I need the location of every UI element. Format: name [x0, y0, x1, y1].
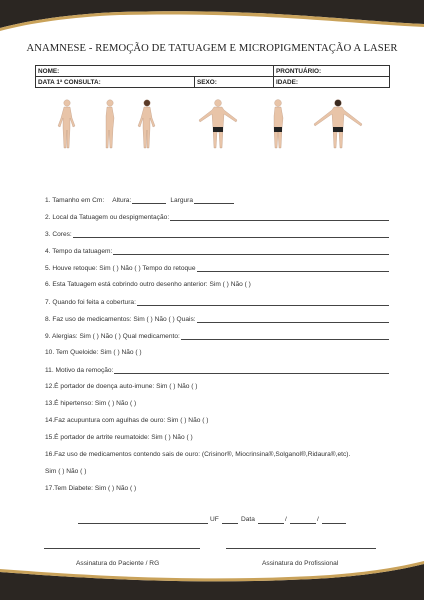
- question-5: [45, 264, 389, 272]
- date-separator-1: /: [285, 516, 287, 523]
- question-4-label: 4. Tempo da tatuagem:: [45, 248, 113, 255]
- professional-signature-line[interactable]: [226, 548, 376, 549]
- question-12-label: 12.É portador de doença auto-imune: Sim ( ) Não ( ): [45, 383, 198, 390]
- professional-signature-label: Assinatura do Profissional: [262, 560, 339, 567]
- question-16-label: 16.Faz uso de medicamentos contendo sais de ouro: (Crisinor®, Miocrinsina®,Solganol®,Ridaura®,etc).: [45, 451, 351, 458]
- allergy-medication-input[interactable]: [181, 332, 389, 340]
- question-8: [45, 315, 389, 323]
- question-15-label: 15.É portador de artrite reumatoide: Sim ( ) Não ( ): [45, 434, 193, 441]
- height-input[interactable]: [132, 196, 166, 204]
- uf-input[interactable]: [222, 523, 238, 524]
- question-7-label: 7. Quando foi feita a cobertura:: [45, 299, 136, 306]
- body-diagram: [40, 98, 380, 150]
- patient-signature-label: Assinatura do Paciente / RG: [76, 560, 160, 567]
- name-field[interactable]: [36, 66, 274, 77]
- date-month-input[interactable]: [290, 523, 316, 524]
- removal-reason-input[interactable]: [114, 366, 389, 374]
- age-field[interactable]: [274, 77, 390, 88]
- question-15: [45, 434, 193, 441]
- question-13-label: 13.É hipertenso: Sim ( ) Não ( ): [45, 400, 137, 407]
- question-1-width-label: Largura: [170, 197, 194, 204]
- question-2-label: 2. Local da Tatuagem ou despigmentação:: [45, 214, 170, 221]
- question-10-label: 10. Tem Queloide: Sim ( ) Não ( ): [45, 349, 142, 356]
- question-14: [45, 417, 208, 424]
- sex-label: SEXO:: [197, 78, 217, 86]
- question-8-label: 8. Faz uso de medicamentos: Sim ( ) Não ( ) Quais:: [45, 316, 196, 323]
- signature-place-line[interactable]: [78, 523, 208, 524]
- question-6: [45, 281, 251, 288]
- male-front-figure: [199, 100, 237, 148]
- female-back-figure: [138, 100, 155, 148]
- date-separator-2: /: [317, 516, 319, 523]
- uf-label: UF: [210, 516, 219, 523]
- question-16-options: Sim ( ) Não ( ): [45, 468, 87, 475]
- question-9: [45, 332, 389, 340]
- female-front-figure: [58, 100, 75, 148]
- tattoo-age-input[interactable]: [113, 247, 389, 255]
- tattoo-location-input[interactable]: [170, 213, 389, 221]
- question-4: [45, 247, 389, 255]
- patient-header-table: [35, 65, 390, 88]
- question-16-answer: [45, 468, 86, 475]
- question-16: [45, 451, 350, 458]
- date-field[interactable]: [36, 77, 195, 88]
- question-2: [45, 213, 389, 221]
- question-9-label: 9. Alergias: Sim ( ) Não ( ) Qual medicamento:: [45, 333, 180, 340]
- question-11-label: 11. Motivo da remoção:: [45, 367, 114, 374]
- question-17-label: 17.Tem Diabete: Sim ( ) Não ( ): [45, 485, 137, 492]
- female-side-figure: [106, 100, 114, 148]
- question-11: [45, 366, 389, 374]
- sex-field[interactable]: [195, 77, 274, 88]
- name-label: NOME:: [38, 67, 60, 75]
- question-7: [45, 298, 389, 306]
- question-12: [45, 383, 197, 390]
- record-label: PRONTUÁRIO:: [276, 67, 322, 75]
- date-year-input[interactable]: [322, 523, 346, 524]
- record-field[interactable]: [274, 66, 390, 77]
- bottom-decorative-band: [0, 552, 424, 600]
- question-5-label: 5. Houve retoque: Sim ( ) Não ( ) Tempo do retoque: [45, 265, 196, 272]
- male-back-figure: [314, 100, 362, 148]
- patient-signature-line[interactable]: [44, 548, 200, 549]
- top-decorative-band: [0, 0, 424, 40]
- document-title: ANAMNESE - REMOÇÃO DE TATUAGEM E MICROPIGMENTAÇÃO A LASER: [26, 43, 398, 54]
- colors-input[interactable]: [73, 230, 389, 238]
- male-side-figure: [274, 100, 283, 148]
- retouch-time-input[interactable]: [197, 264, 389, 272]
- question-17: [45, 485, 136, 492]
- question-1: [45, 196, 234, 204]
- cover-date-input[interactable]: [137, 298, 389, 306]
- question-1-label: 1. Tamanho em Cm:: [45, 197, 105, 204]
- question-13: [45, 400, 136, 407]
- question-10: [45, 349, 142, 356]
- question-3: [45, 230, 389, 238]
- width-input[interactable]: [194, 196, 234, 204]
- question-1-height-label: Altura:: [112, 197, 132, 204]
- medications-input[interactable]: [197, 315, 389, 323]
- question-6-label: 6. Esta Tatuagem está cobrindo outro desenho anterior: Sim ( ) Não ( ): [45, 281, 251, 288]
- date-label: Data: [241, 516, 255, 523]
- question-14-label: 14.Faz acupuntura com agulhas de ouro: Sim ( ) Não ( ): [45, 417, 209, 424]
- question-3-label: 3. Cores:: [45, 231, 72, 238]
- age-label: IDADE:: [276, 78, 299, 86]
- date-label: DATA 1ª CONSULTA:: [38, 78, 101, 86]
- date-day-input[interactable]: [258, 523, 284, 524]
